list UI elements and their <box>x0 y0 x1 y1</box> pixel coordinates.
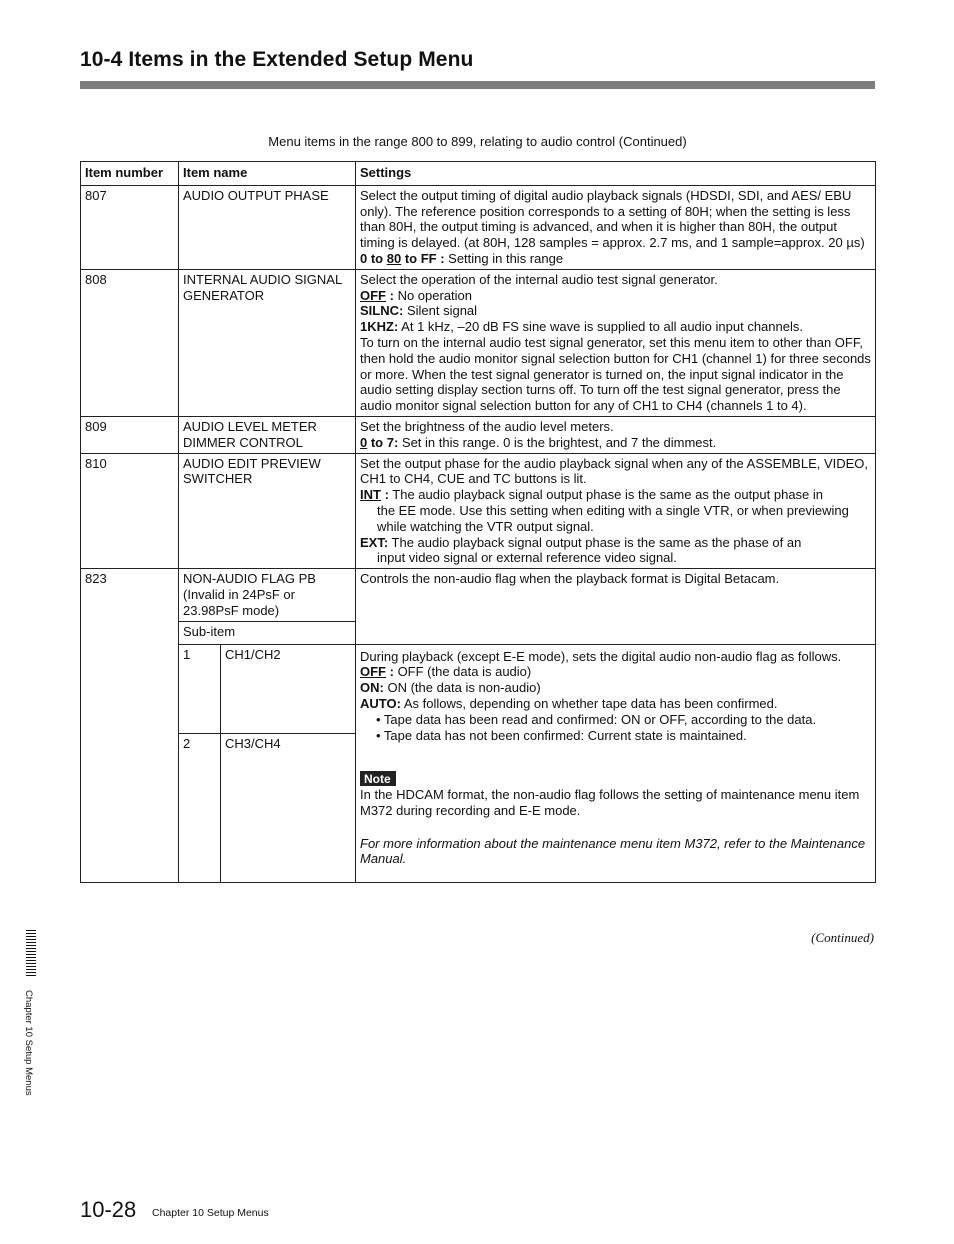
item-settings <box>356 453 876 569</box>
table-row <box>81 269 876 416</box>
item-settings <box>356 269 876 416</box>
item-number: 808 <box>81 269 179 416</box>
note-badge: Note <box>360 771 396 786</box>
table-row <box>81 185 876 269</box>
settings-option: EXT: The audio playback signal output phase is the same as the phase of an <box>360 534 802 550</box>
settings-description: Set the output phase for the audio playback signal when any of the ASSEMBLE, VIDEO, CH1 to CH4, CUE and TC buttons is lit. <box>360 455 869 487</box>
subitem-label: Sub-item <box>179 621 356 644</box>
table-row <box>81 416 876 453</box>
settings-option-continued: input video signal or external reference video signal. <box>377 550 677 566</box>
side-chapter-label: Chapter 10 Setup Menus <box>23 990 34 1096</box>
table-caption: Menu items in the range 800 to 899, relating to audio control (Continued) <box>268 134 687 149</box>
section-title: 10-4 Items in the Extended Setup Menu <box>80 48 474 71</box>
settings-option: SILNC: Silent signal <box>360 303 478 319</box>
item-number: 810 <box>81 453 179 569</box>
item-name: AUDIO EDIT PREVIEW SWITCHER <box>179 453 356 569</box>
footer-chapter-label: Chapter 10 Setup Menus <box>152 1207 269 1219</box>
item-number: 807 <box>81 185 179 269</box>
bullet-item: • Tape data has been read and confirmed: ON or OFF, according to the data. <box>376 711 817 727</box>
subitem-name: CH3/CH4 <box>221 733 356 882</box>
item-name: INTERNAL AUDIO SIGNAL GENERATOR <box>179 269 356 416</box>
note-text: In the HDCAM format, the non-audio flag follows the setting of maintenance menu item M372 during recording and E-E mode. <box>360 787 860 818</box>
settings-description: Select the operation of the internal audio test signal generator. <box>360 271 718 287</box>
item-name: NON-AUDIO FLAG PB (Invalid in 24PsF or 23.98PsF mode) <box>179 569 356 621</box>
continued-label: (Continued) <box>811 930 874 945</box>
reference-text: For more information about the maintenance menu item M372, refer to the Maintenance Manual. <box>360 835 866 867</box>
settings-description: Select the output timing of digital audio playback signals (HDSDI, SDI, and AES/ EBU only). The reference position corresponds to a setting of 80H; when the setting is less than 80H, the output timing is advanced, and when it is higher than 80H, the output timing is delayed. (at 80H, 128 samples = approx. 2.7 ms, and 1 sample=approx. 20 µs) <box>360 187 865 251</box>
page-number: 10-28 <box>80 1197 137 1222</box>
item-number: 823 <box>81 569 179 882</box>
item-name: AUDIO LEVEL METER DIMMER CONTROL <box>179 416 356 453</box>
settings-option: 0 to 80 to FF : Setting in this range <box>360 250 564 266</box>
item-settings: Controls the non-audio flag when the playback format is Digital Betacam. <box>356 569 876 644</box>
subitem-number: 2 <box>179 733 221 882</box>
settings-option-continued: the EE mode. Use this setting when editing with a single VTR, or when previewing while watching the VTR output signal. <box>377 502 849 534</box>
item-name: AUDIO OUTPUT PHASE <box>179 185 356 269</box>
item-settings <box>356 416 876 453</box>
header-settings: Settings <box>356 162 876 186</box>
header-item-number: Item number <box>81 162 179 186</box>
settings-option: ON: ON (the data is non-audio) <box>360 680 541 696</box>
settings-description: Set the brightness of the audio level meters. <box>360 418 614 434</box>
settings-option: 0 to 7: Set in this range. 0 is the brightest, and 7 the dimmest. <box>360 434 717 450</box>
item-settings <box>356 185 876 269</box>
setup-menu-table <box>80 161 876 883</box>
header-item-name: Item name <box>179 162 356 186</box>
settings-option: OFF : OFF (the data is audio) <box>360 664 532 680</box>
settings-description: During playback (except E-E mode), sets the digital audio non-audio flag as follows. <box>360 648 842 664</box>
subitem-settings <box>356 644 876 882</box>
table-header-row <box>81 162 876 186</box>
settings-option: OFF : No operation <box>360 287 473 303</box>
table-row <box>81 644 876 733</box>
item-number: 809 <box>81 416 179 453</box>
table-row <box>81 569 876 621</box>
settings-option: AUTO: As follows, depending on whether tape data has been confirmed. <box>360 695 778 711</box>
subitem-number: 1 <box>179 644 221 733</box>
settings-option: INT : The audio playback signal output phase is the same as the output phase in <box>360 487 824 503</box>
chapter-thumb-tab <box>26 930 36 976</box>
subitem-name: CH1/CH2 <box>221 644 356 733</box>
settings-paragraph: To turn on the internal audio test signal generator, set this menu item to other than OFF, then hold the audio monitor signal selection button for CH1 (channel 1) for three seconds or more. When the test signal generator is turned on, the input signal indicator in the audio setting display section turns off. To turn off the test signal generator, press the audio monitor signal selection button for any of CH1 to CH4 (channels 1 to 4). <box>360 334 871 414</box>
bullet-item: • Tape data has not been confirmed: Current state is maintained. <box>376 727 747 743</box>
title-divider-bar <box>80 81 875 89</box>
table-row <box>81 453 876 569</box>
settings-option: 1KHZ: At 1 kHz, –20 dB FS sine wave is supplied to all audio input channels. <box>360 319 803 335</box>
